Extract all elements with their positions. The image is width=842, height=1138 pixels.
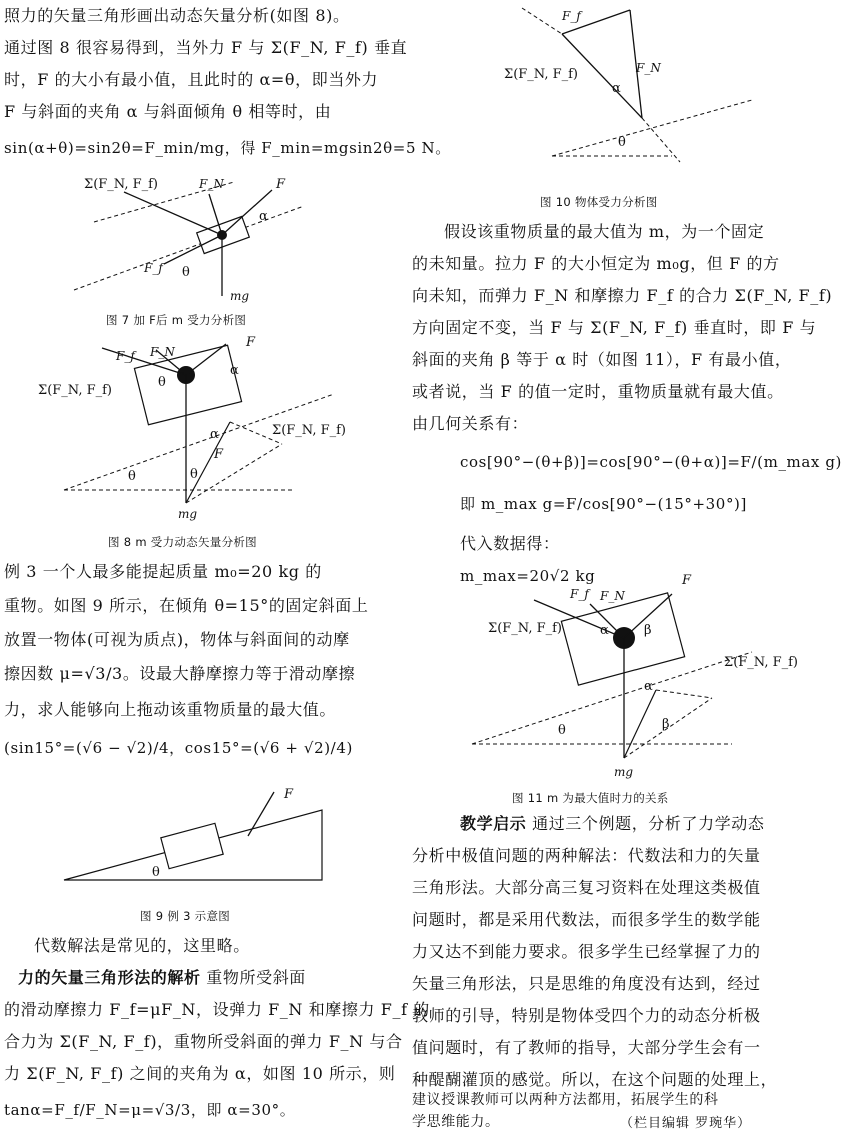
example-3-line: 擦因数 μ=√3/3。设最大静摩擦力等于滑动摩擦	[4, 664, 356, 683]
vector-method-heading: 力的矢量三角形法的解析	[18, 968, 201, 987]
slope-dashed-line	[472, 652, 752, 744]
figure-8-caption: 图 8 m 受力动态矢量分析图	[108, 535, 257, 549]
label-alpha: α	[210, 427, 219, 442]
label-f: F	[276, 177, 286, 192]
figure-10-caption: 图 10 物体受力分析图	[540, 195, 658, 209]
vector-method-line: 的滑动摩擦力 F_f=μF_N，设弹力 F_N 和摩擦力 F_f 的	[4, 1000, 430, 1019]
teaching-line: 教师的引导，特别是物体受四个力的动态分析极	[412, 1006, 761, 1025]
label-sigma: Σ(F_N, F_f)	[272, 423, 346, 438]
vector-triangle-f	[186, 422, 230, 503]
label-sigma: Σ(F_N, F_f)	[84, 177, 158, 192]
teaching-text: 通过三个例题，分析了力学动态	[532, 814, 765, 833]
label-fn: F_N	[636, 61, 661, 75]
vector-method-line: 力 Σ(F_N, F_f) 之间的夹角为 α，如图 10 所示，则	[4, 1064, 396, 1083]
teaching-line: 分析中极值问题的两种解法：代数法和力的矢量	[412, 846, 761, 865]
label-alpha: α	[230, 363, 239, 378]
equation-mmax: m_max=20√2 kg	[460, 567, 596, 585]
figure-8	[4, 335, 392, 521]
example-3-line: 重物。如图 9 所示，在倾角 θ=15°的固定斜面上	[4, 596, 369, 615]
figure-7	[4, 172, 392, 302]
label-sigma: Σ(F_N, F_f)	[724, 655, 798, 670]
figure-11-caption: 图 11 m 为最大值时力的关系	[512, 791, 669, 805]
label-alpha: α	[644, 679, 653, 694]
paragraph-line: 由几何关系有：	[412, 414, 529, 433]
vector-method-line: 合力为 Σ(F_N, F_f)，重物所受斜面的弹力 F_N 与合	[4, 1032, 403, 1051]
label-theta: θ	[152, 865, 160, 880]
label-fn: F_N	[600, 589, 625, 603]
formula-fmin: sin(α+θ)=sin2θ=F_min/mg，得 F_min=mgsin2θ=5 N。	[4, 139, 451, 157]
teaching-heading: 教学启示	[460, 814, 527, 833]
label-alpha: α	[600, 623, 609, 638]
teaching-line: 问题时，都是采用代数法，而很多学生的数学能	[412, 910, 761, 929]
equation-mmax-g: 即 m_max g=F/cos[90°−(15°+30°)]	[460, 495, 747, 513]
teaching-line: 种醍醐灌顶的感觉。所以，在这个问题的处理上，	[412, 1070, 778, 1089]
teaching-line: 值问题时，有了教师的指导，大部分学生会有一	[412, 1038, 761, 1057]
label-sigma: Σ(F_N, F_f)	[504, 67, 578, 82]
sigma-extension	[522, 8, 562, 34]
sigma-arrow	[124, 192, 222, 235]
column-editor-credit: （栏目编辑 罗琬华）	[620, 1116, 752, 1131]
text-line: 照力的矢量三角形画出动态矢量分析(如图 8)。	[4, 6, 350, 25]
label-theta: θ	[182, 265, 190, 280]
example-3-line: 放置一物体(可视为质点)，物体与斜面间的动摩	[4, 630, 350, 649]
teaching-line: 三角形法。大部分高三复习资料在处理这类极值	[412, 878, 761, 897]
label-beta: β	[644, 623, 652, 638]
example-3-line: 例 3 一个人最多能提起质量 m₀=20 kg 的	[4, 562, 322, 581]
teaching-line: 学思维能力。	[412, 1114, 500, 1130]
text-line: 通过图 8 很容易得到，当外力 F 与 Σ(F_N, F_f) 垂直	[4, 38, 408, 57]
paragraph-line: 斜面的夹角 β 等于 α 时（如图 11），F 有最小值，	[412, 350, 792, 369]
label-f: F	[214, 447, 224, 462]
label-alpha: α	[259, 209, 268, 224]
block	[161, 823, 223, 868]
vector-triangle-sigma	[186, 444, 282, 503]
vector-method-text: 重物所受斜面	[206, 968, 306, 987]
force-f-arrow	[186, 344, 226, 375]
sin-cos-values: (sin15°=(√6 − √2)/4，cos15°=(√6 + √2)/4)	[4, 739, 353, 757]
normal-dashed-line	[642, 118, 680, 162]
label-sigma: Σ(F_N, F_f)	[38, 383, 112, 398]
example-3-line: 力，求人能够向上拖动该重物质量的最大值。	[4, 700, 337, 719]
paragraph-line: 方向固定不变，当 F 与 Σ(F_N, F_f) 垂直时，即 F 与	[412, 318, 817, 337]
label-mg: mg	[178, 507, 198, 521]
paragraph-line: 向未知，而弹力 F_N 和摩擦力 F_f 的合力 Σ(F_N, F_f)	[412, 286, 833, 305]
label-ff: F_f	[570, 587, 589, 601]
substitute-intro: 代入数据得：	[460, 534, 560, 553]
label-theta: θ	[558, 723, 566, 738]
label-mg: mg	[614, 765, 634, 779]
label-alpha: α	[612, 81, 621, 96]
label-theta: θ	[618, 135, 626, 150]
vector-triangle-f	[624, 690, 656, 758]
label-ff: F_f	[562, 9, 581, 23]
paragraph-line: 假设该重物质量的最大值为 m，为一个固定	[444, 222, 765, 241]
slope-dashed-line	[64, 394, 334, 490]
label-fn: F_N	[199, 177, 224, 191]
label-sigma: Σ(F_N, F_f)	[488, 621, 562, 636]
label-theta: θ	[190, 467, 198, 482]
label-theta: θ	[128, 469, 136, 484]
equation-cos: cos[90°−(θ+β)]=cos[90°−(θ+α)]=F/(m_max g)	[460, 453, 842, 471]
label-mg: mg	[230, 289, 250, 303]
tan-formula: tanα=F_f/F_N=μ=√3/3，即 α=30°。	[4, 1101, 296, 1119]
slope-dashed-line	[552, 100, 752, 156]
text-line: 时，F 的大小有最小值，且此时的 α=θ，即当外力	[4, 70, 379, 89]
vector-triangle-side	[656, 690, 712, 698]
label-ff: F_f	[144, 261, 163, 275]
figure-7-caption: 图 7 加 F后 m 受力分析图	[106, 313, 247, 327]
teaching-line: 力又达不到能力要求。很多学生已经掌握了力的	[412, 942, 761, 961]
paragraph-line: 的未知量。拉力 F 的大小恒定为 m₀g，但 F 的方	[412, 254, 780, 273]
label-theta: θ	[158, 375, 166, 390]
paragraph-line: 或者说，当 F 的值一定时，重物质量就有最大值。	[412, 382, 784, 401]
vector-method-line	[18, 968, 306, 988]
teaching-line: 建议授课教师可以两种方法都用，拓展学生的科	[412, 1092, 719, 1108]
text-line: F 与斜面的夹角 α 与斜面倾角 θ 相等时，由	[4, 102, 332, 121]
teaching-line: 矢量三角形法，只是思维的角度没有达到，经过	[412, 974, 761, 993]
figure-9-caption: 图 9 例 3 示意图	[140, 909, 231, 923]
force-f-arrow	[248, 792, 274, 836]
label-f: F	[284, 787, 294, 802]
algebra-note: 代数解法是常见的，这里略。	[34, 936, 250, 955]
label-fn: F_N	[150, 345, 175, 359]
label-f: F	[682, 573, 692, 588]
label-ff: F_f	[116, 349, 135, 363]
figure-10	[412, 0, 796, 170]
figure-9	[4, 780, 392, 900]
teaching-line	[460, 814, 765, 834]
label-beta: β	[662, 717, 670, 732]
label-f: F	[246, 335, 256, 350]
